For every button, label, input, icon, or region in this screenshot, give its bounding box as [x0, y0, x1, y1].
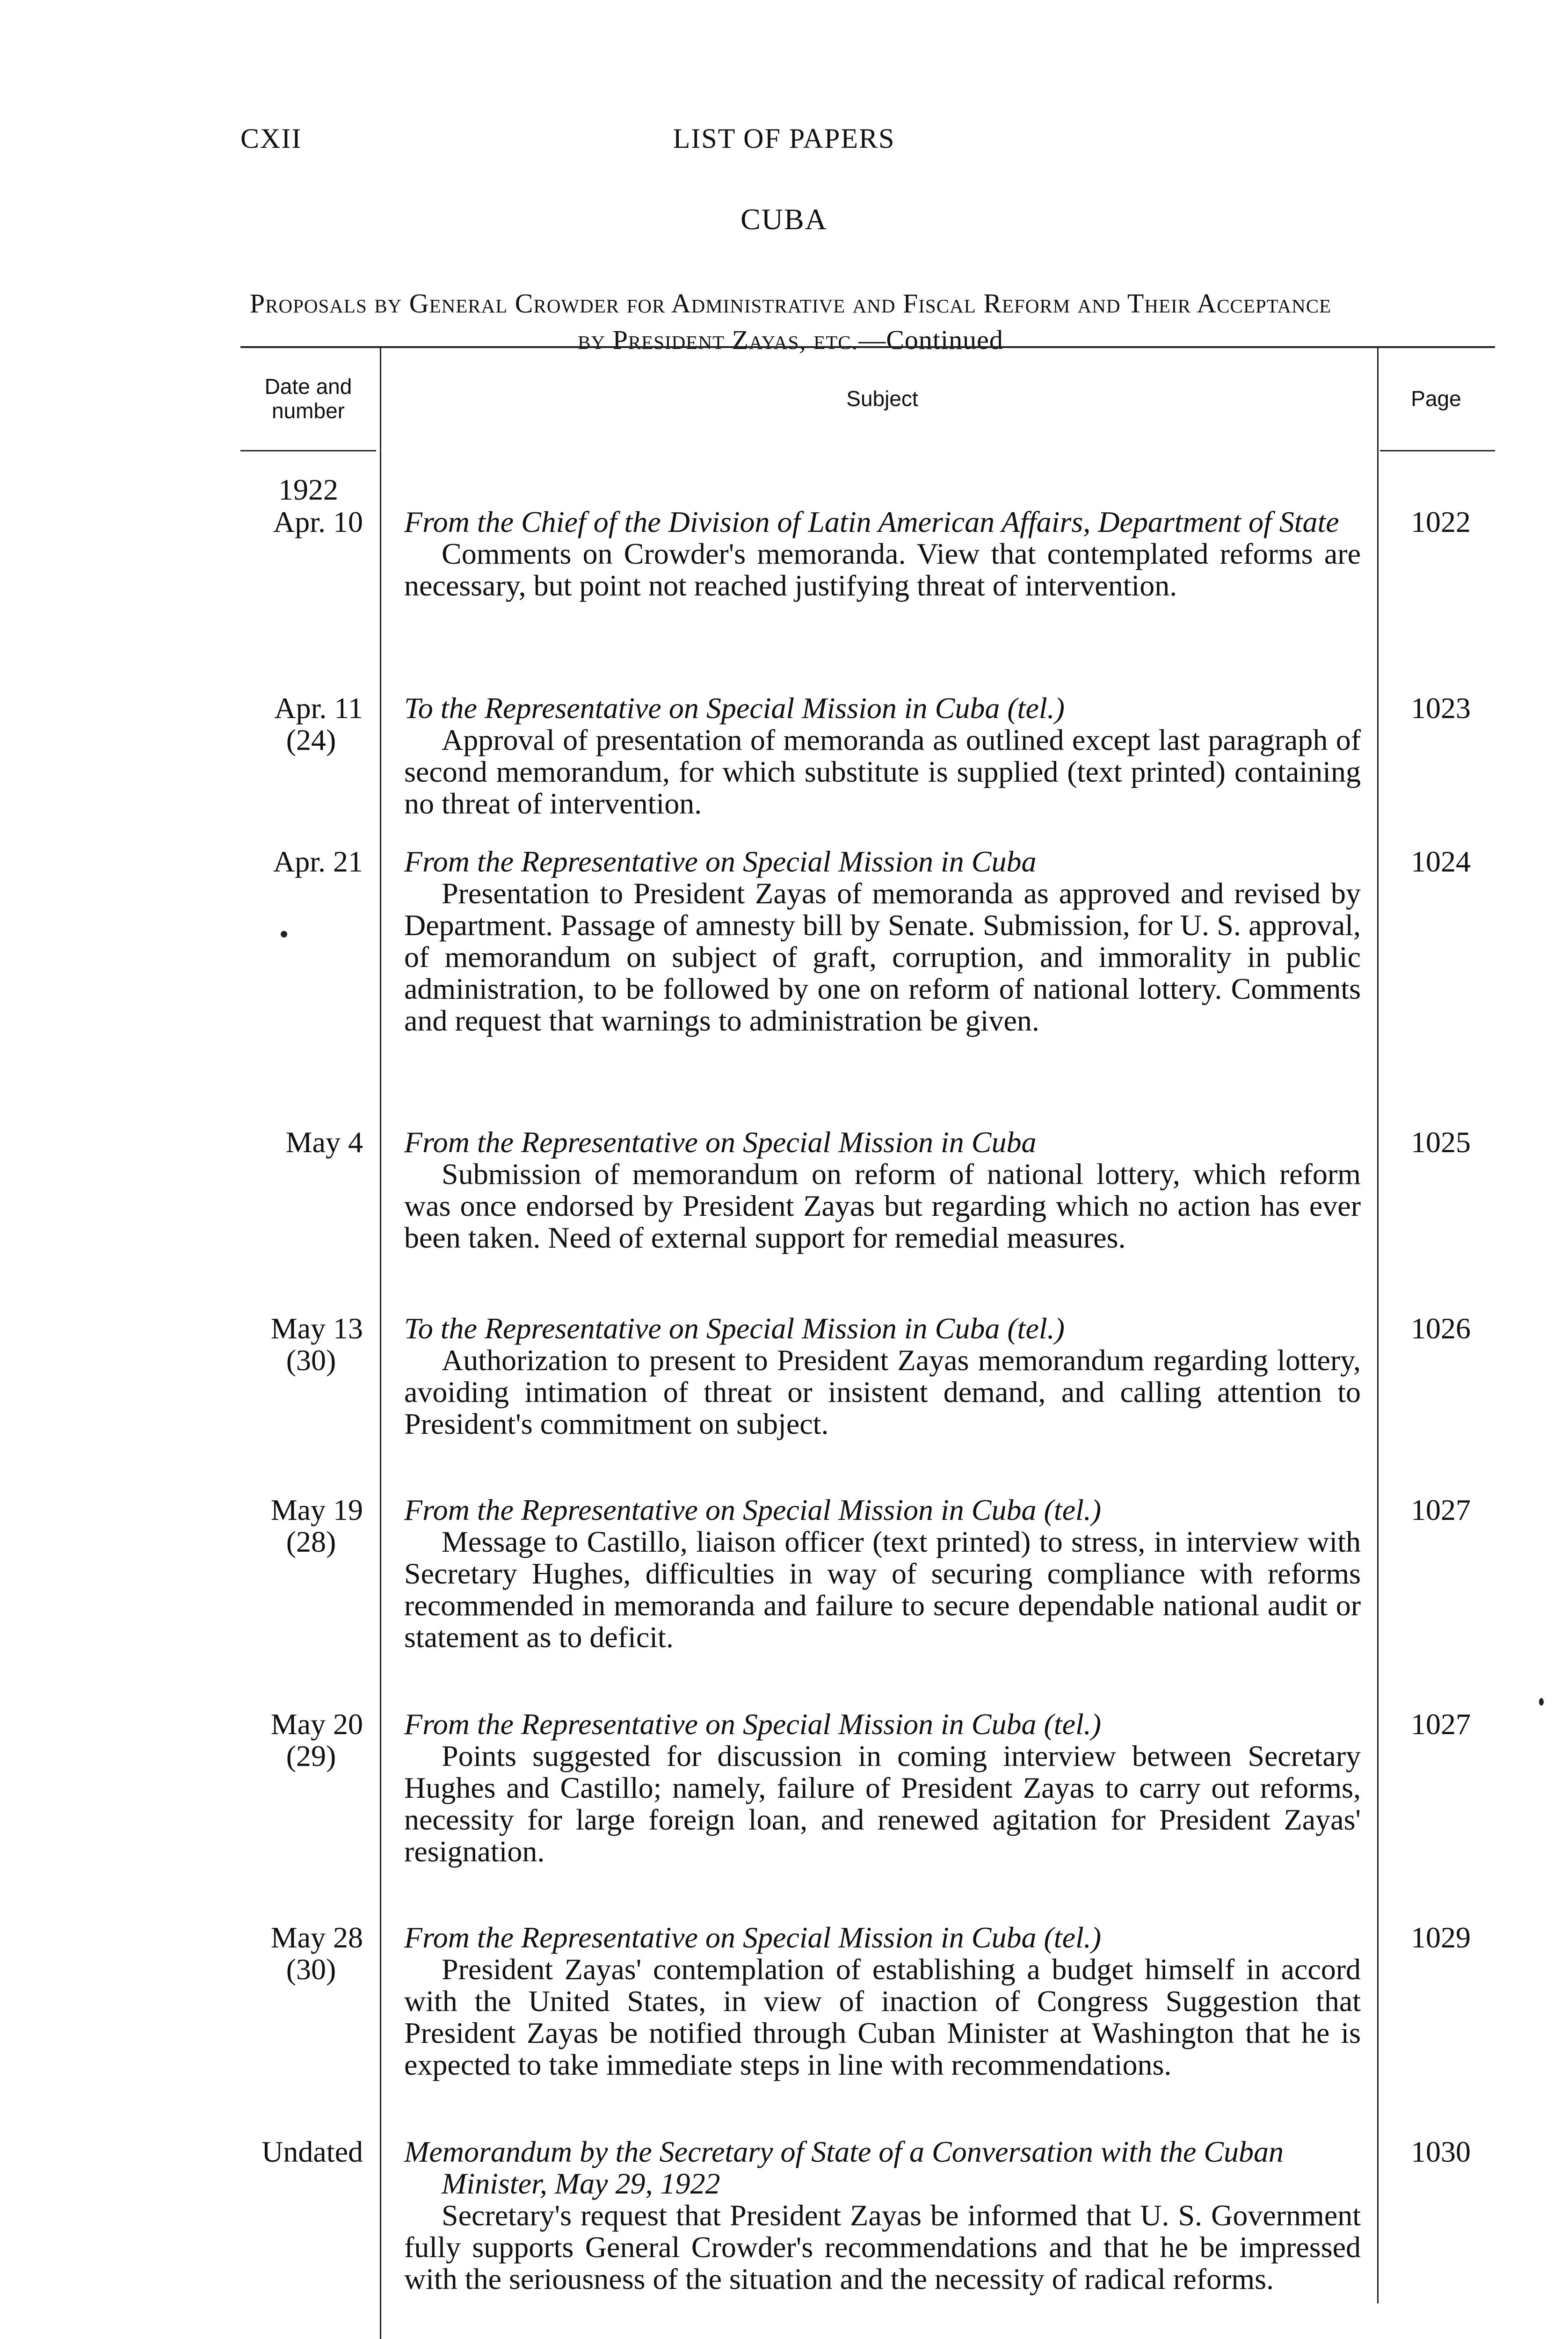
entry-number: (29) [286, 1739, 336, 1772]
entry-body [404, 1708, 1361, 1867]
entry-summary: Presentation to President Zayas of memoranda as approved and revised by Department. Passage of amnesty bill by Senate. Submission, for U. S. approval, of memorandum on subject of graft, corruption, and immorality in public administration, to be followed by one on reform of national lottery. Comments and request that warnings to administration be given. [404, 877, 1361, 1037]
table-top-rule [240, 346, 1495, 348]
entry-title: From the Representative on Special Mission in Cuba [404, 1126, 1037, 1159]
entry-page: 1026 [1411, 1312, 1471, 1345]
section-title: Proposals by General Crowder for Administrative and Fiscal Reform and Their Acceptance by President Zayas, etc. [249, 288, 1332, 355]
entry-summary: Approval of presentation of memoranda as outlined except last paragraph of second memorandum, for which substitute is supplied (text printed) containing no threat of intervention. [404, 723, 1361, 820]
entry-number: (24) [286, 723, 336, 756]
running-head [0, 123, 1568, 160]
entry-date: Apr. 11 (24) [240, 692, 363, 756]
entry-date: Apr. 10 [273, 505, 363, 538]
entry-title: From the Chief of the Division of Latin American Affairs, Department of State [404, 505, 1339, 538]
entry-date: May 4 [285, 1126, 363, 1159]
entry-page: 1025 [1411, 1126, 1471, 1159]
header-rule-page [1380, 450, 1495, 451]
entry-body [404, 1922, 1361, 2081]
entry-body [404, 846, 1361, 1037]
entry-summary: Message to Castillo, liaison officer (text printed) to stress, in interview with Secretary Hughes, difficulties in way of securing compliance with reforms recommended in memoranda and failure to secure dependable national audit or statement as to deficit. [404, 1525, 1361, 1654]
column-divider-date [380, 348, 381, 2339]
entry-title: From the Representative on Special Mission in Cuba (tel.) [404, 1493, 1102, 1526]
entry-summary: President Zayas' contemplation of establishing a budget himself in accord with the United States, in view of inaction of Congress Suggestion that President Zayas be notified through Cuban Minister at Washington that he is expected to take immediate steps in line with recommendations. [404, 1953, 1361, 2081]
entry-date: May 28 (30) [240, 1922, 363, 1985]
header-rule-date [240, 450, 376, 451]
entry-date: Apr. 21 [273, 845, 363, 878]
entry-title: To the Representative on Special Mission in Cuba (tel.) [404, 691, 1065, 725]
entry-body [404, 1313, 1361, 1440]
entry-date: May 19 (28) [240, 1494, 363, 1558]
page-folio: CXII [240, 123, 302, 154]
margin-dot [281, 931, 287, 937]
entry-title: Memorandum by the Secretary of State of a Conversation with the Cuban Minister, May 29, 1922 [404, 2135, 1284, 2200]
margin-mark [1539, 1698, 1544, 1706]
column-header-page: Page [1411, 386, 1461, 411]
entry-date: May 20 (29) [240, 1708, 363, 1772]
column-header-date: Date and number [264, 374, 352, 423]
entry-body [404, 2136, 1361, 2295]
entry-page: 1027 [1411, 1707, 1471, 1741]
entry-title: To the Representative on Special Mission in Cuba (tel.) [404, 1312, 1065, 1345]
entry-body [404, 692, 1361, 820]
continued-label: —Continued [858, 325, 1003, 355]
entry-summary: Comments on Crowder's memoranda. View that contemplated reforms are necessary, but point not reached justifying threat of intervention. [404, 537, 1361, 602]
entry-number: (30) [286, 1953, 336, 1986]
country-heading: CUBA [740, 203, 828, 236]
column-header-subject: Subject [846, 386, 918, 411]
running-title: LIST OF PAPERS [673, 123, 895, 154]
entry-summary: Points suggested for discussion in coming interview between Secretary Hughes and Castillo; namely, failure of President Zayas to carry out reforms, necessity for large foreign loan, and renewed agitation for President Zayas' resignation. [404, 1739, 1361, 1868]
entry-number: (28) [286, 1525, 336, 1558]
entry-summary: Authorization to present to President Zayas memorandum regarding lottery, avoiding intimation of threat or insistent demand, and calling attention to President's commitment on subject. [404, 1344, 1361, 1440]
entry-page: 1022 [1411, 505, 1471, 538]
entry-summary: Secretary's request that President Zayas be informed that U. S. Government fully supports General Crowder's recommendations and that he be impressed with the seriousness of the situation and the necessity of radical reforms. [404, 2199, 1361, 2295]
entry-date: May 13 (30) [240, 1313, 363, 1376]
column-divider-page [1377, 348, 1379, 2303]
entry-page: 1029 [1411, 1921, 1471, 1954]
entry-page: 1027 [1411, 1493, 1471, 1526]
entry-number: (30) [286, 1344, 336, 1377]
entry-body [404, 1494, 1361, 1653]
entry-title: From the Representative on Special Mission in Cuba [404, 845, 1037, 878]
entry-title: From the Representative on Special Mission in Cuba (tel.) [404, 1921, 1102, 1954]
entry-body [404, 1126, 1361, 1254]
entry-body [404, 506, 1361, 602]
entry-summary: Submission of memorandum on reform of national lottery, which reform was once endorsed by President Zayas but regarding which no action has ever been taken. Need of external support for remedial measures. [404, 1157, 1361, 1254]
entry-date: Undated [261, 2135, 363, 2168]
entry-page: 1030 [1411, 2135, 1471, 2168]
year-label: 1922 [278, 473, 338, 506]
entry-page: 1024 [1411, 845, 1471, 878]
entry-title: From the Representative on Special Mission in Cuba (tel.) [404, 1707, 1102, 1741]
entry-page: 1023 [1411, 691, 1471, 725]
